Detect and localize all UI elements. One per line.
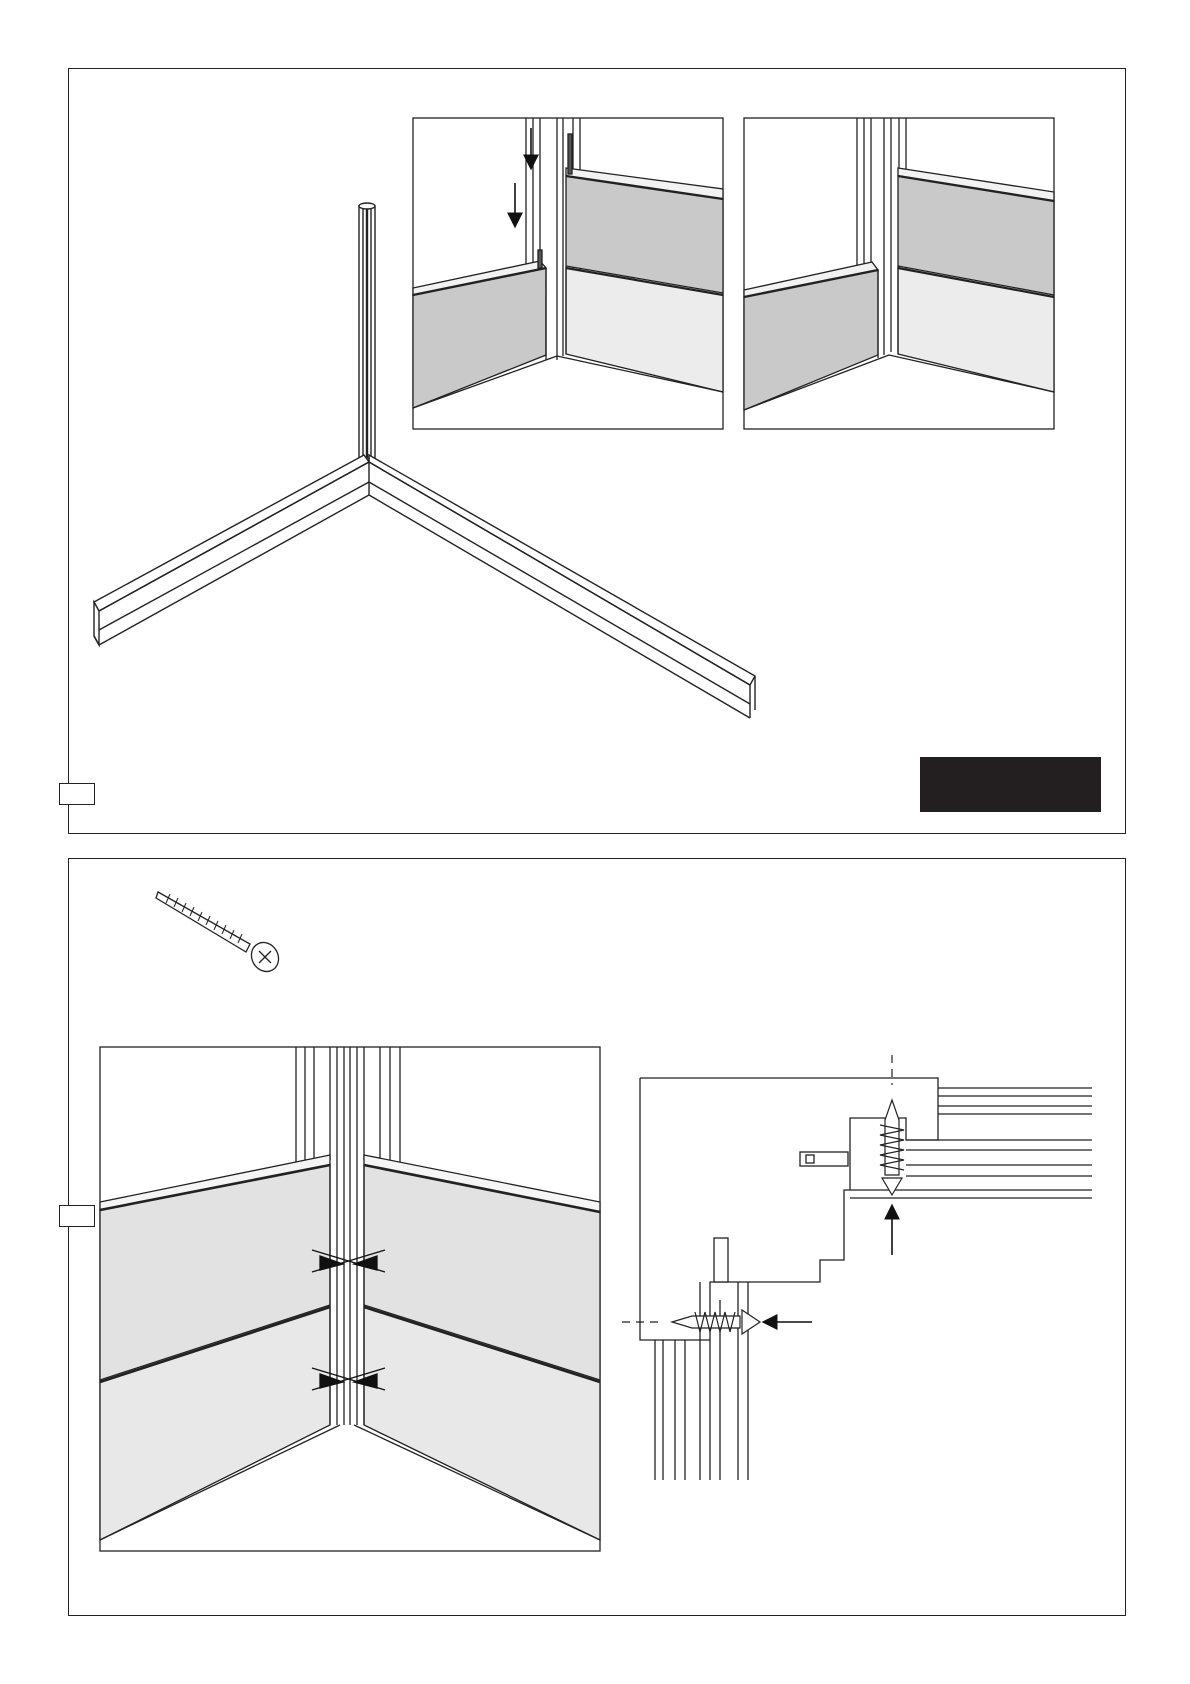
screw-icon [156,892,284,976]
inset-detail-after [744,118,1054,429]
corner-fixing-detail [100,1047,600,1551]
cross-section-detail [622,1055,1092,1480]
inset-detail-before [413,118,723,429]
